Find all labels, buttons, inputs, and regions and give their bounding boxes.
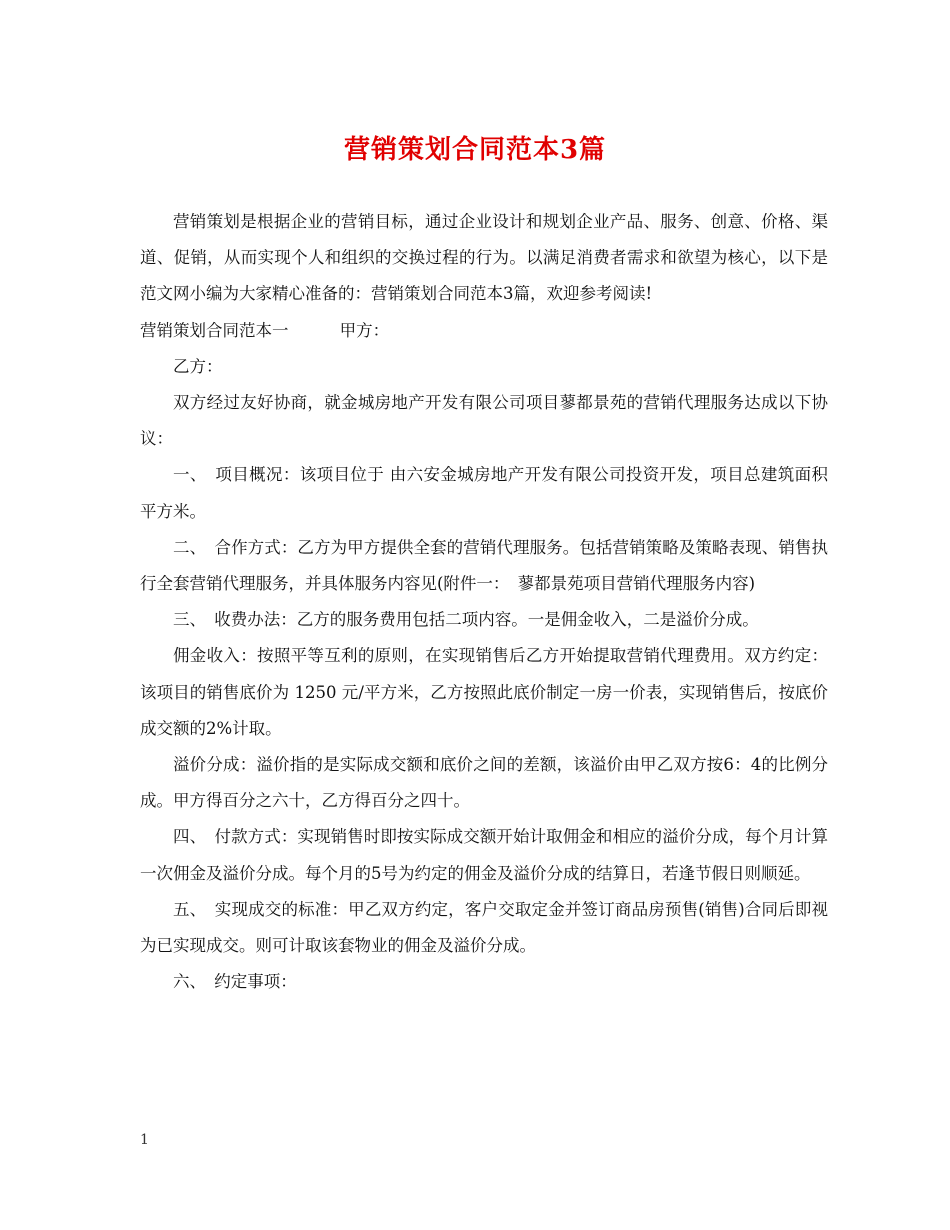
premium-paragraph: 溢价分成：溢价指的是实际成交额和底价之间的差额，该溢价由甲乙双方按6：4的比例分成。甲方得百分之六十，乙方得百分之四十。 bbox=[140, 755, 828, 811]
section-heading-line bbox=[140, 313, 828, 349]
section-heading: 营销策划合同范本一 bbox=[140, 320, 289, 340]
intro-paragraph: 营销策划是根据企业的营销目标，通过企业设计和规划企业产品、服务、创意、价格、渠道、促销，从而实现个人和组织的交换过程的行为。以满足消费者需求和欲望为核心，以下是范文网小编为大家精心准备的：营销策划合同范本3篇，欢迎参考阅读! bbox=[140, 212, 828, 304]
page-number: 1 bbox=[140, 1132, 149, 1148]
preamble-paragraph: 双方经过友好协商，就金城房地产开发有限公司项目蓼都景苑的营销代理服务达成以下协议： bbox=[140, 393, 828, 449]
clause-3-fee-method: 三、 收费办法：乙方的服务费用包括二项内容。一是佣金收入，二是溢价分成。 bbox=[173, 610, 759, 630]
document-title: 营销策划合同范本3篇 bbox=[343, 135, 607, 165]
clause-2-cooperation-mode: 二、 合作方式：乙方为甲方提供全套的营销代理服务。包括营销策略及策略表现、销售执行全套营销代理服务，并具体服务内容见(附件一： 蓼都景苑项目营销代理服务内容) bbox=[140, 537, 828, 594]
document-body bbox=[140, 204, 828, 1000]
clause-1-project-overview: 一、 项目概况：该项目位于 由六安金城房地产开发有限公司投资开发，项目总建筑面积 平方米。 bbox=[140, 465, 828, 521]
commission-paragraph: 佣金收入：按照平等互利的原则，在实现销售后乙方开始提取营销代理费用。双方约定：该项目的销售底价为 1250 元/平方米，乙方按照此底价制定一房一价表，实现销售后，按底价成交额的2%计取。 bbox=[140, 646, 828, 738]
clause-4-payment: 四、 付款方式：实现销售时即按实际成交额开始计取佣金和相应的溢价分成，每个月计算一次佣金及溢价分成。每个月的5号为约定的佣金及溢价分成的结算日，若逢节假日则顺延。 bbox=[140, 827, 828, 883]
clause-5-deal-standard: 五、 实现成交的标准：甲乙双方约定，客户交取定金并签订商品房预售(销售)合同后即视为已实现成交。则可计取该套物业的佣金及溢价分成。 bbox=[140, 899, 828, 956]
party-a-label: 甲方： bbox=[339, 320, 390, 340]
party-b-label: 乙方： bbox=[173, 356, 223, 376]
clause-6-agreed-items: 六、 约定事项： bbox=[173, 972, 297, 992]
